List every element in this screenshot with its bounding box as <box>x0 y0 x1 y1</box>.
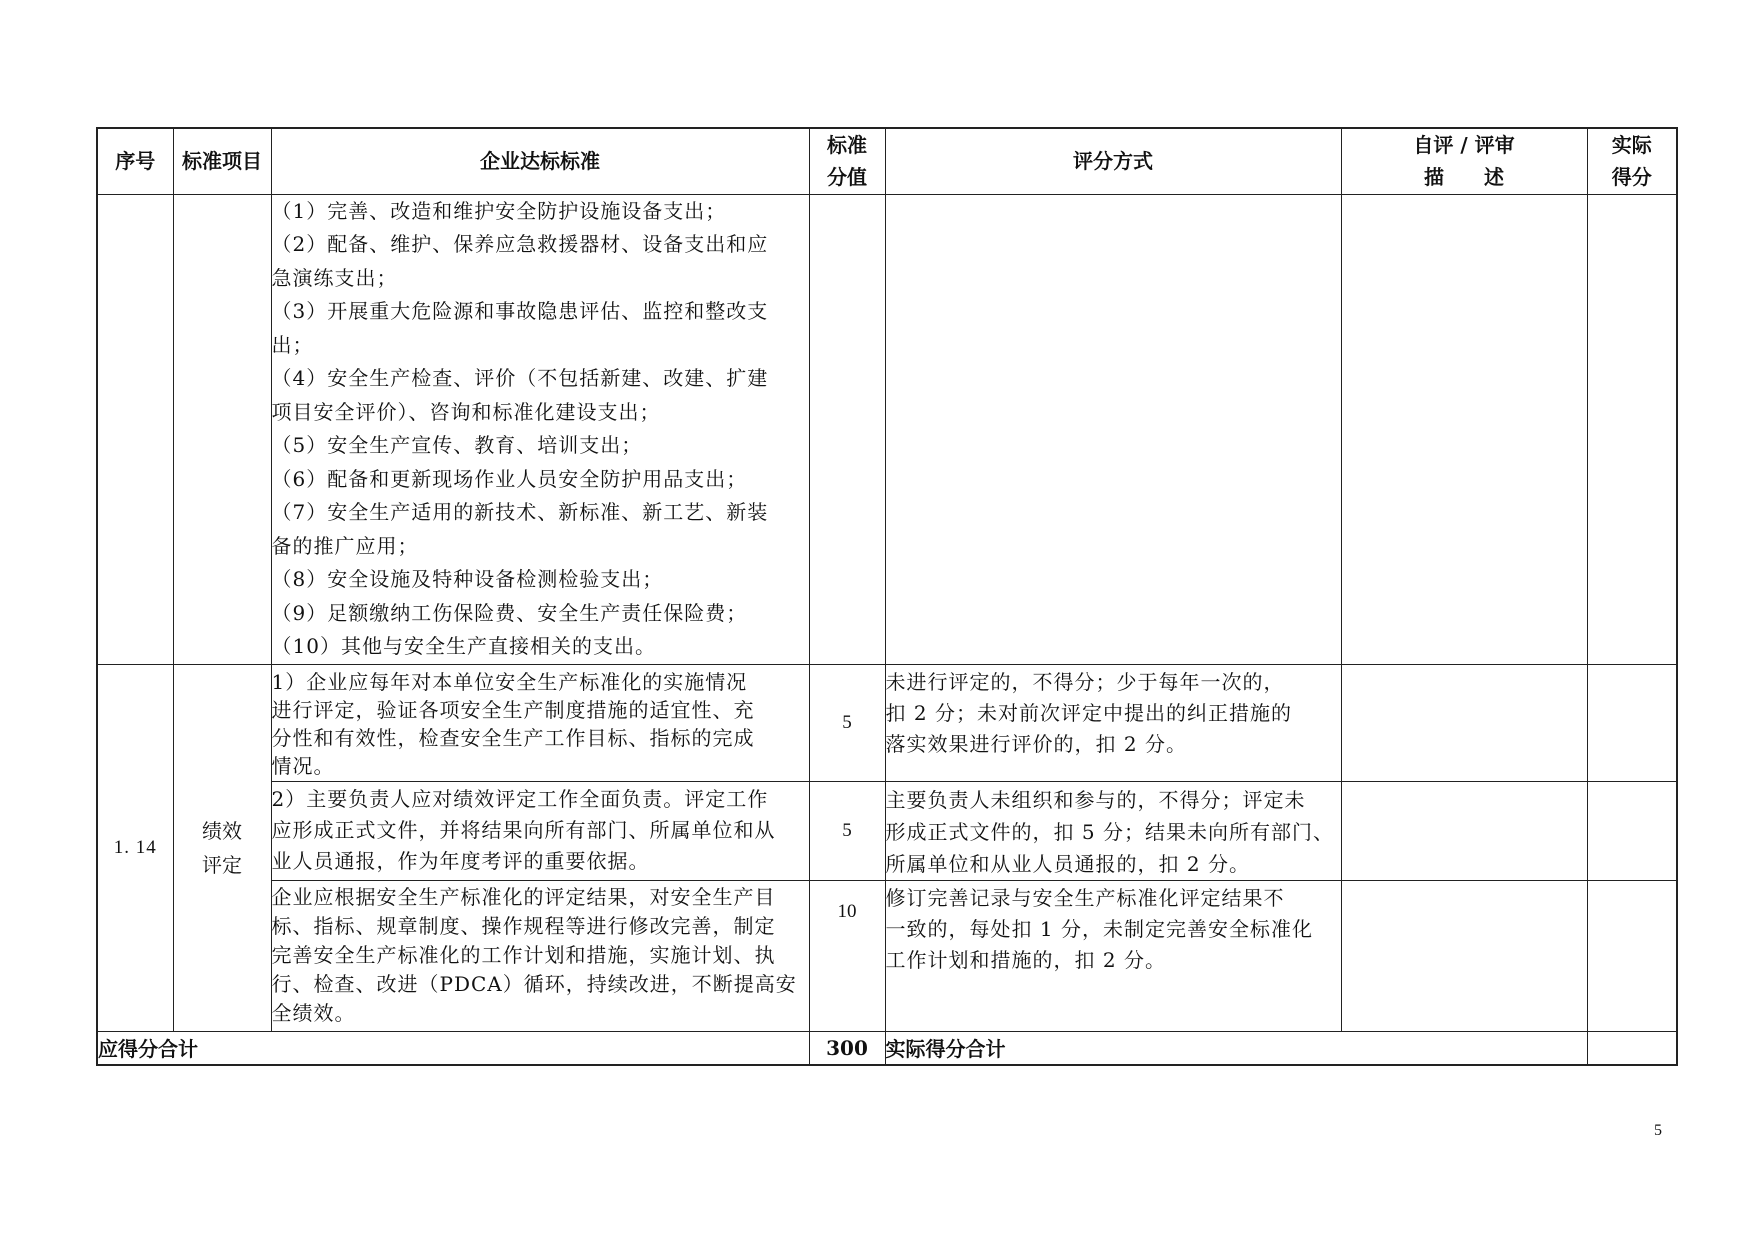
seq-cell <box>97 194 173 664</box>
standard-cell: 1）企业应每年对本单位安全生产标准化的实施情况 进行评定，验证各项安全生产制度措施的适宜性、充 分性和有效性，检查安全生产工作目标、指标的完成 情况。 <box>271 664 809 781</box>
method-cell: 修订完善记录与安全生产标准化评定结果不 一致的，每处扣 1 分，未制定完善安全标准化 工作计划和措施的，扣 2 分。 <box>885 880 1341 1031</box>
self-review-cell <box>1341 781 1587 880</box>
page-number: 5 <box>1654 1122 1662 1139</box>
table-row <box>97 880 1677 1031</box>
table-row <box>97 781 1677 880</box>
score-cell <box>809 194 885 664</box>
self-review-cell <box>1341 664 1587 781</box>
expected-total-value: 300 <box>809 1031 885 1065</box>
actual-total-label: 实际得分合计 <box>885 1031 1587 1065</box>
table-row <box>97 194 1677 664</box>
score-cell: 10 <box>809 880 885 1031</box>
actual-score-cell <box>1587 781 1677 880</box>
expected-total-label: 应得分合计 <box>97 1031 809 1065</box>
standard-cell: 2）主要负责人应对绩效评定工作全面负责。评定工作 应形成正式文件，并将结果向所有部门、所属单位和从 业人员通报，作为年度考评的重要依据。 <box>271 781 809 880</box>
score-cell: 5 <box>809 781 885 880</box>
header-row <box>97 128 1677 194</box>
method-cell: 主要负责人未组织和参与的，不得分；评定未 形成正式文件的，扣 5 分；结果未向所有部门、 所属单位和从业人员通报的，扣 2 分。 <box>885 781 1341 880</box>
header-method: 评分方式 <box>885 128 1341 194</box>
standard-cell: 企业应根据安全生产标准化的评定结果，对安全生产目 标、指标、规章制度、操作规程等进行修改完善，制定 完善安全生产标准化的工作计划和措施，实施计划、执 行、检查、改进（PDCA）循环，持续改进，不断提高安 全绩效。 <box>271 880 809 1031</box>
header-seq: 序号 <box>97 128 173 194</box>
actual-score-cell <box>1587 194 1677 664</box>
header-self-review: 自评 / 评审 描 述 <box>1341 128 1587 194</box>
item-cell: 绩效 评定 <box>173 664 271 1031</box>
header-standard: 企业达标标准 <box>271 128 809 194</box>
actual-score-cell <box>1587 880 1677 1031</box>
totals-row <box>97 1031 1677 1065</box>
item-cell <box>173 194 271 664</box>
self-review-cell <box>1341 194 1587 664</box>
table-row <box>97 664 1677 781</box>
actual-total-value <box>1587 1031 1677 1065</box>
seq-cell: 1. 14 <box>97 664 173 1031</box>
score-cell: 5 <box>809 664 885 781</box>
method-cell <box>885 194 1341 664</box>
self-review-cell <box>1341 880 1587 1031</box>
standard-cell: （1）完善、改造和维护安全防护设施设备支出； （2）配备、维护、保养应急救援器材、设备支出和应 急演练支出； （3）开展重大危险源和事故隐患评估、监控和整改支 出； （4）安全生产检查、评价（不包括新建、改建、扩建 项目安全评价）、咨询和标准化建设支出； （5）安全生产宣传、教育、培训支出； （6）配备和更新现场作业人员安全防护用品支出； （7）安全生产适用的新技术、新标准、新工艺、新装 备的推广应用； （8）安全设施及特种设备检测检验支出； （9）足额缴纳工伤保险费、安全生产责任保险费； （10）其他与安全生产直接相关的支出。 <box>271 194 809 664</box>
actual-score-cell <box>1587 664 1677 781</box>
method-cell: 未进行评定的，不得分；少于每年一次的， 扣 2 分；未对前次评定中提出的纠正措施的 落实效果进行评价的，扣 2 分。 <box>885 664 1341 781</box>
standards-table <box>96 127 1678 1066</box>
header-score: 标准 分值 <box>809 128 885 194</box>
header-item: 标准项目 <box>173 128 271 194</box>
header-actual-score: 实际 得分 <box>1587 128 1677 194</box>
